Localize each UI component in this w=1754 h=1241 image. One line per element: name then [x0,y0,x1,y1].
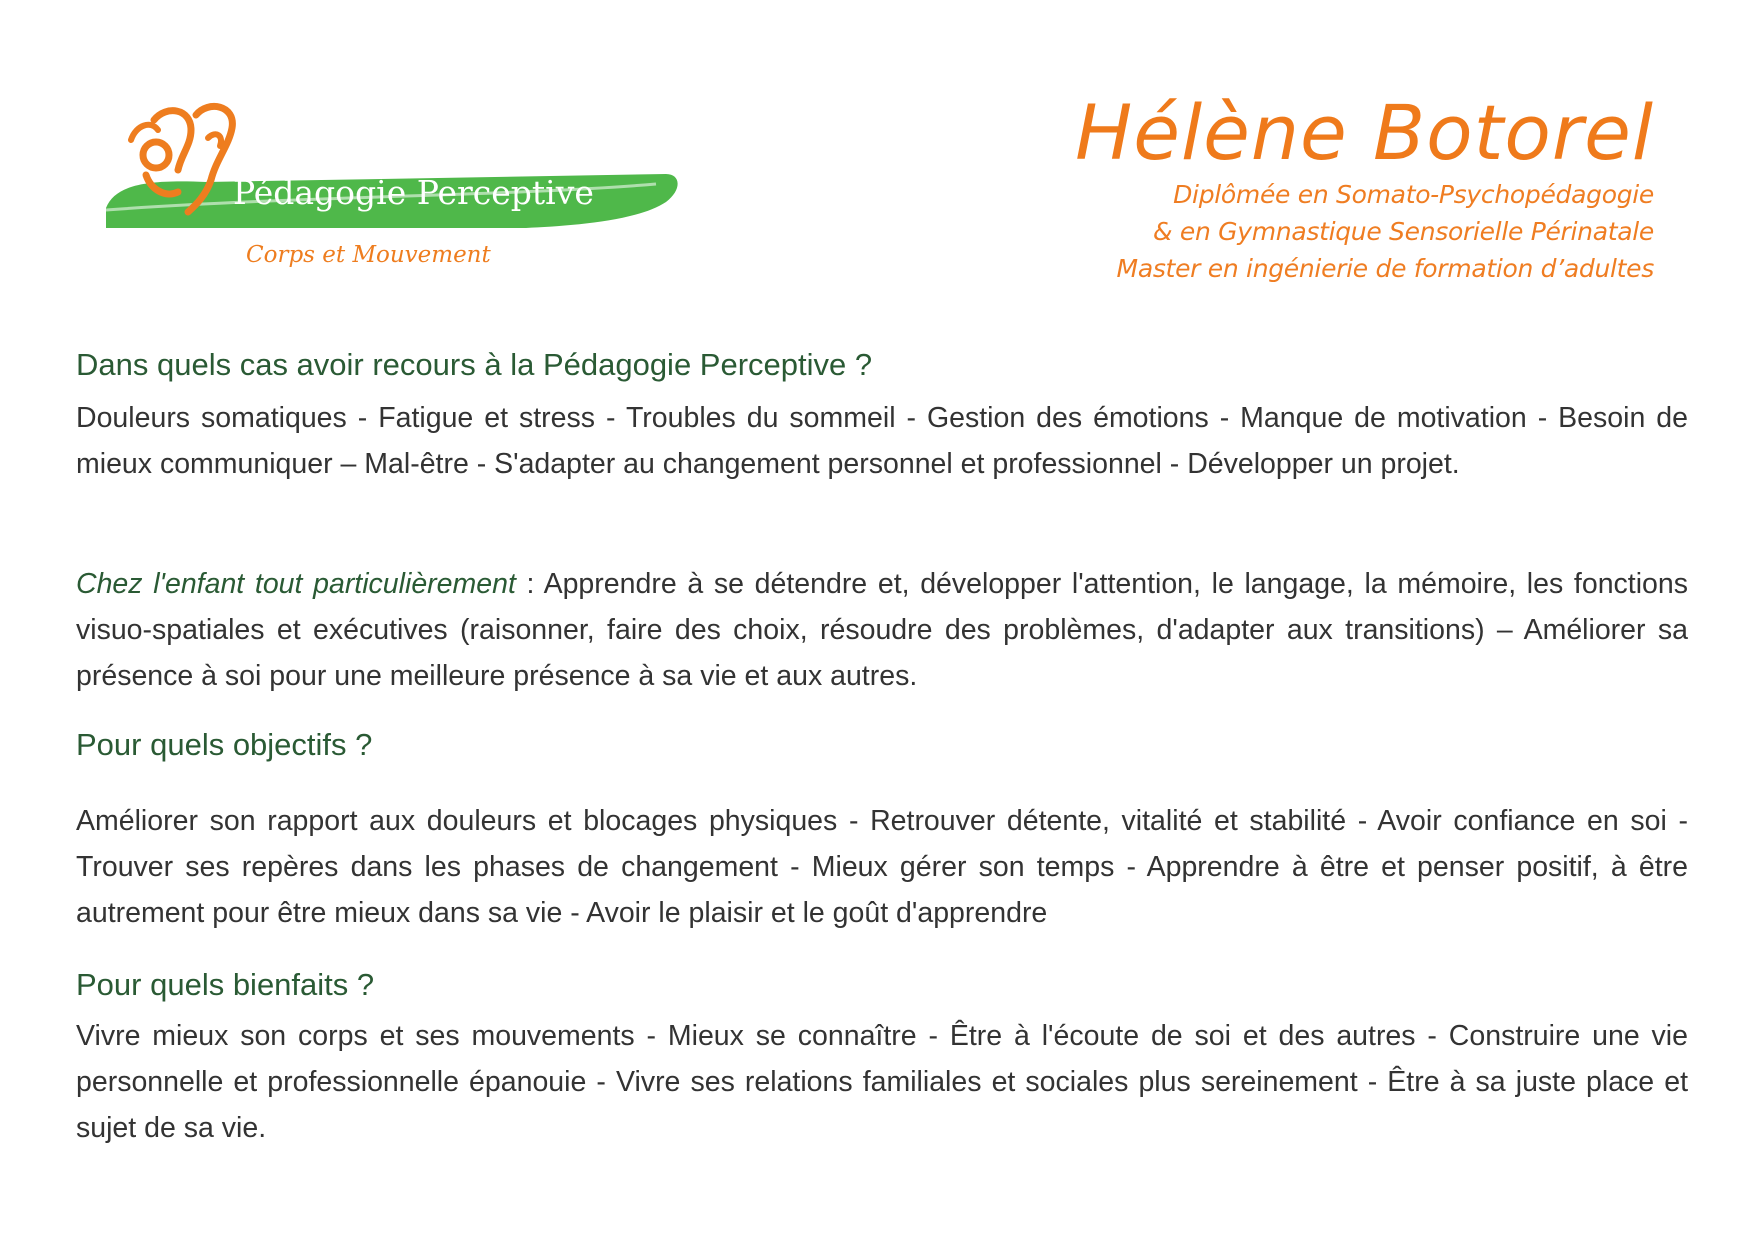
section-heading-benefits: Pour quels bienfaits ? [76,967,375,1002]
pedagogie-perceptive-logo [96,100,696,290]
section-heading-objectives: Pour quels objectifs ? [76,727,373,762]
logo-title: Pédagogie Perceptive [233,173,594,212]
section-body-objectives: Améliorer son rapport aux douleurs et blocages physiques - Retrouver détente, vitalité et stabilité - Avoir confiance en soi - Trouver ses repères dans les phases de changement - Mieux gérer son temps - Apprendre à être et penser positif, à être autrement pour être mieux dans sa vie - Avoir le plaisir et le goût d'apprendre [76,805,1688,929]
credential-line: Master en ingénierie de formation d’adultes [1116,254,1654,283]
child-lead-text: Chez l'enfant tout particulièrement [76,568,516,600]
logo-subtitle: Corps et Mouvement [246,242,491,268]
practitioner-name: Hélène Botorel [1075,88,1654,177]
helene-botorel-logo [1034,90,1654,287]
child-body-text: : Apprendre à se détendre et, développer l'attention, le langage, la mémoire, les fonctions visuo-spatiales et exécutives (raisonner, faire des choix, résoudre des problèmes, d'adapter aux transitions) – Améliorer sa présence à soi pour une meilleure présence à sa vie et aux autres. [76,568,1688,692]
figures-logo-icon [96,100,696,290]
section-heading-cases: Dans quels cas avoir recours à la Pédagogie Perceptive ? [76,347,873,382]
section-body-benefits: Vivre mieux son corps et ses mouvements - Mieux se connaître - Être à l'écoute de soi et des autres - Construire une vie personnelle et professionnelle épanouie - Vivre ses relations familiales et sociales plus sereinement - Être à sa juste place et sujet de sa vie. [76,1020,1688,1144]
credential-line: & en Gymnastique Sensorielle Périnatale [1153,217,1654,246]
section-child-paragraph [76,561,1688,699]
credential-line: Diplômée en Somato-Psychopédagogie [1173,180,1654,209]
section-body-cases: Douleurs somatiques - Fatigue et stress - Troubles du sommeil - Gestion des émotions - Manque de motivation - Besoin de mieux communiquer – Mal-être - S'adapter au changement personnel et professionnel - Développer un projet. [76,402,1688,480]
